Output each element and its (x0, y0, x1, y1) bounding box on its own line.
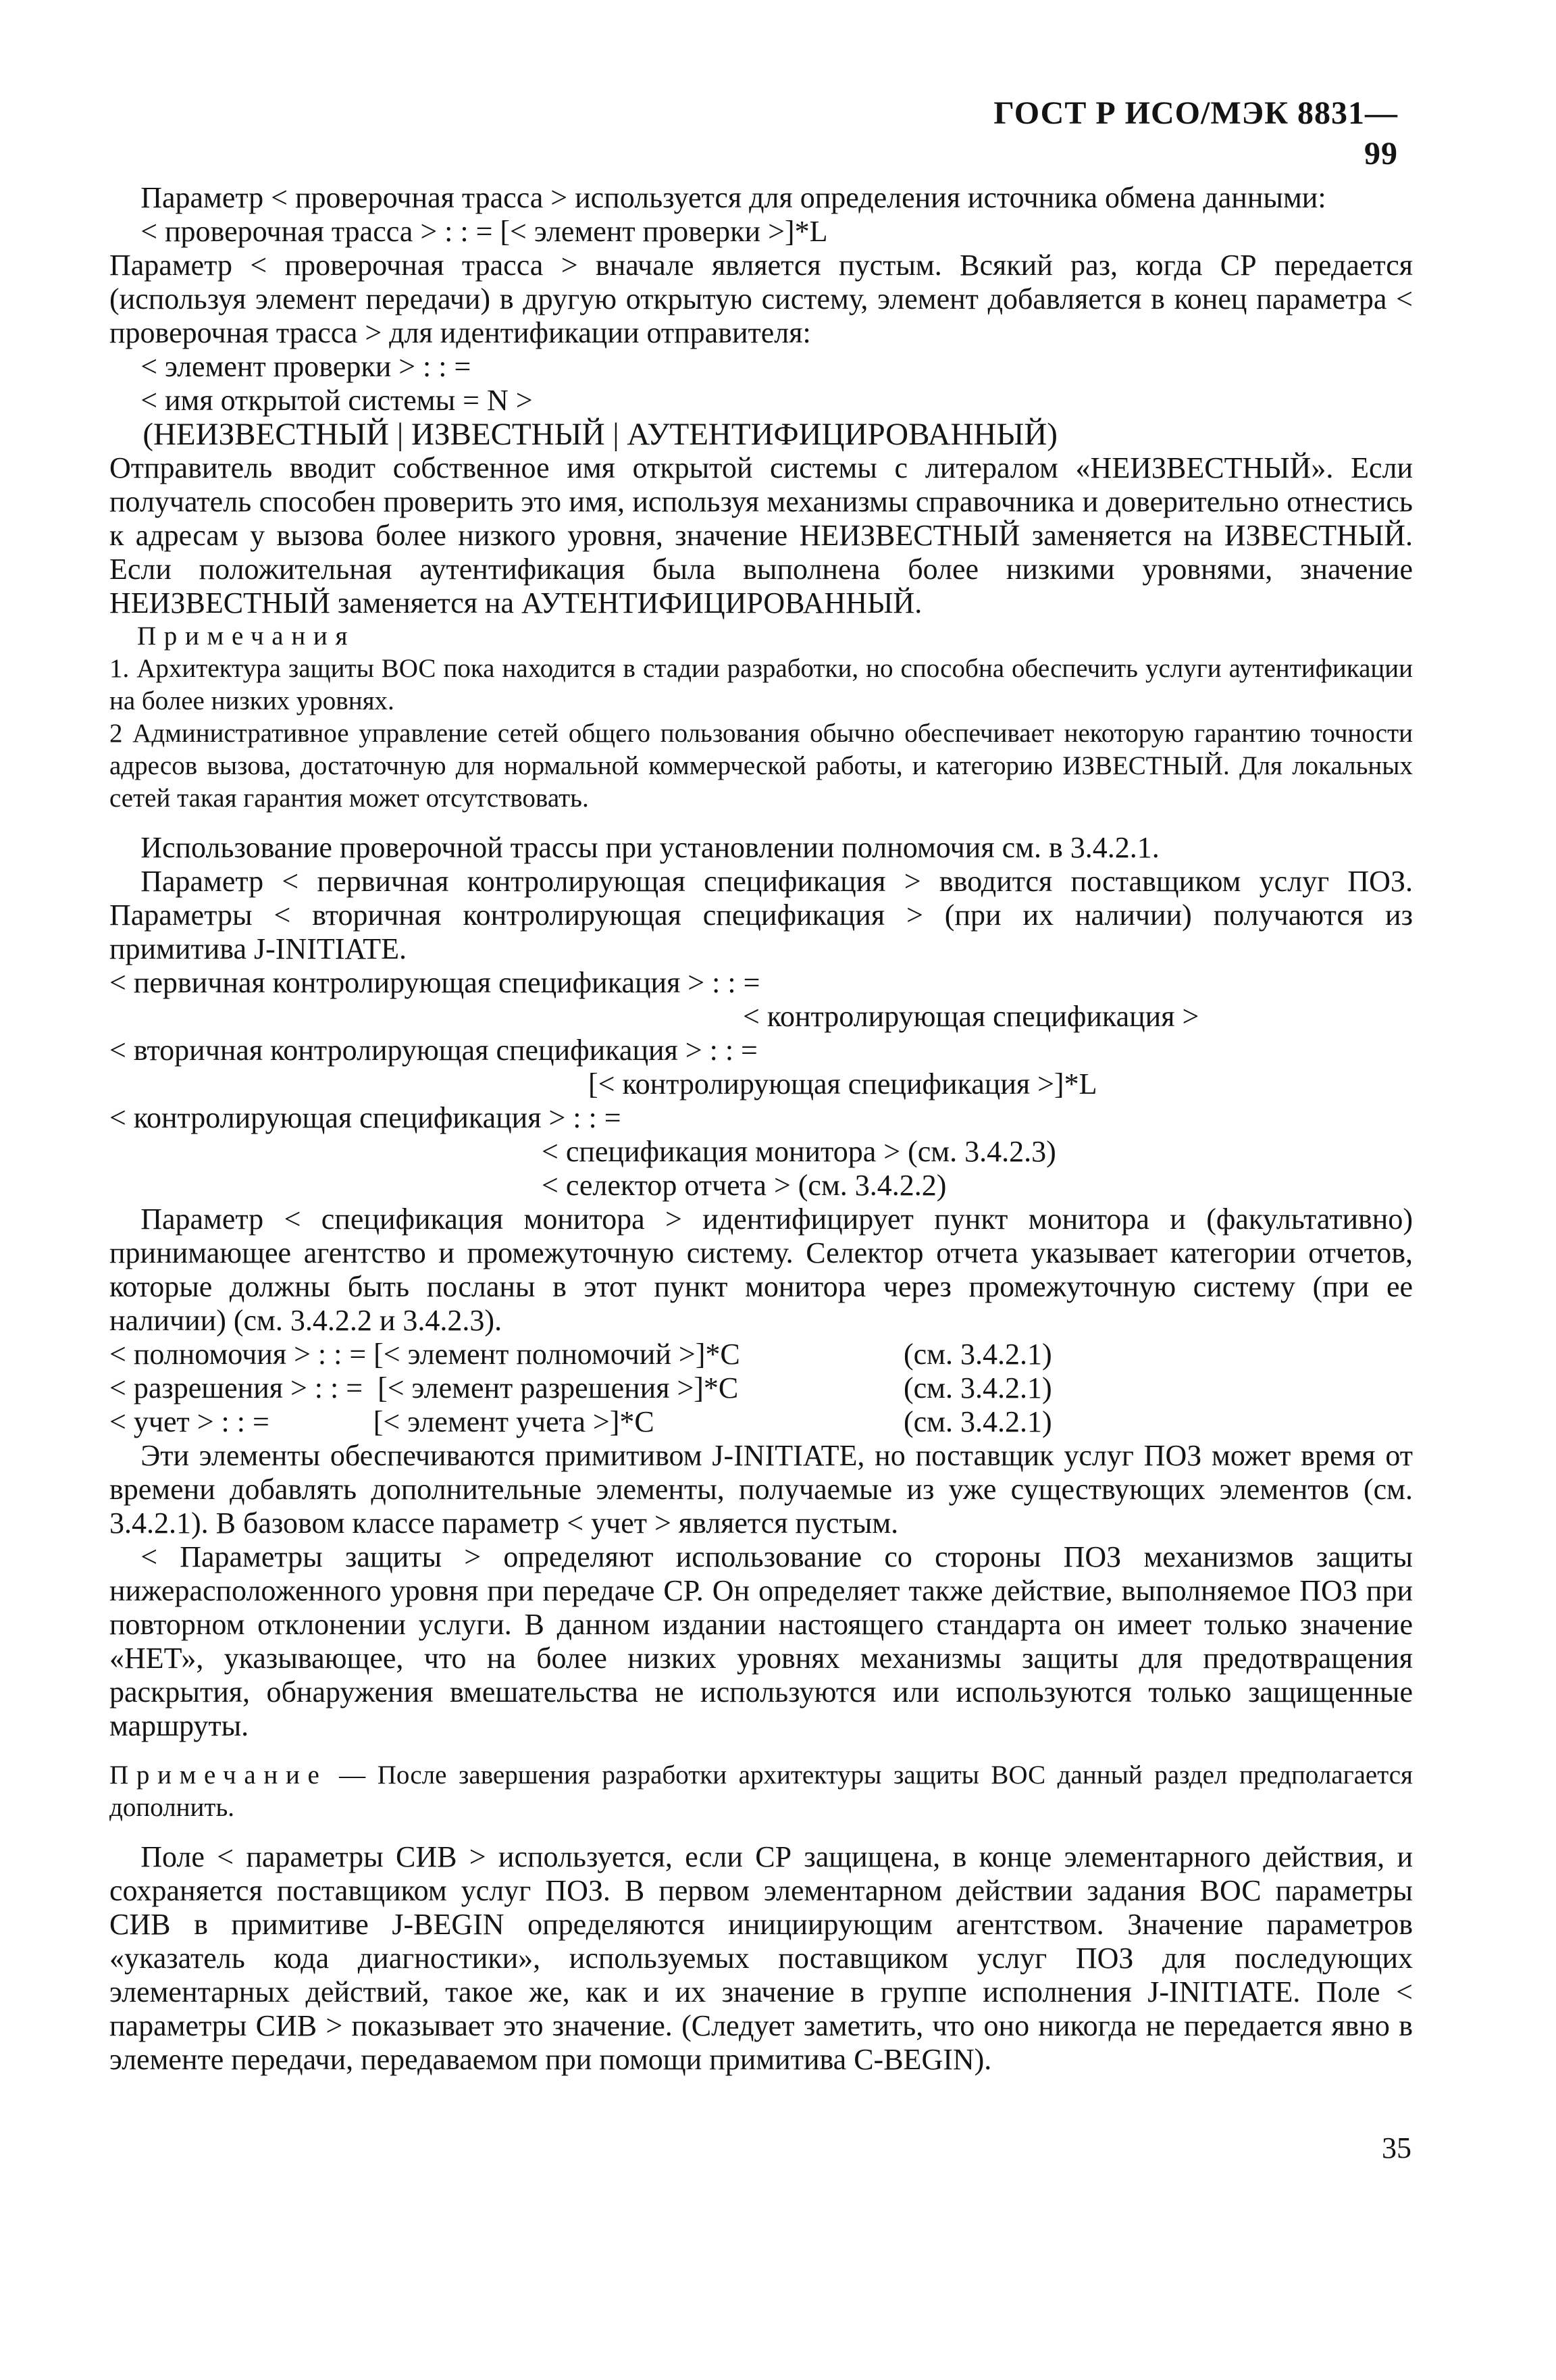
paragraph: Параметр < проверочная трасса > вначале является пустым. Всякий раз, когда СР передается (используя элемент передачи) в другую открытую систему, элемент добавляется в конец параметра < проверочная трасса > для идентификации отправителя: (109, 249, 1413, 349)
definition-line: < первичная контролирующая спецификация > : : = (109, 966, 760, 999)
document-body (109, 181, 1413, 2077)
paragraph: Использование проверочной трассы при установлении полномочия см. в 3.4.2.1. (140, 831, 1160, 864)
definition-text: < полномочия > : : = [< элемент полномочий >]*C (109, 1338, 740, 1371)
definition-text: < разрешения > : : = [< элемент разрешения >]*C (109, 1371, 739, 1404)
page-number: 35 (1382, 2131, 1411, 2164)
paragraph: Параметр < проверочная трасса > используется для определения источника обмена данными: (140, 181, 1326, 214)
paragraph: Поле < параметры СИВ > используется, если СР защищена, в конце элементарного действия, и сохраняется поставщиком услуг ПОЗ. В первом элементарном действии задания ВОС параметры СИВ в примитиве J-BEGIN определяются инициирующим агентством. Значение параметров «указатель кода диагностики», используемых поставщиком услуг ПОЗ для последующих элементарных действий, такое же, как и их значение в группе исполнения J-INITIATE. Поле < параметры СИВ > показывает это значение. (Следует заметить, что оно никогда не передается явно в элементе передачи, передаваемом при помощи примитива С-BEGIN). (109, 1840, 1413, 2076)
definition-line: < спецификация монитора > (см. 3.4.2.3) (542, 1135, 1056, 1168)
definition-line: (НЕИЗВЕСТНЫЙ | ИЗВЕСТНЫЙ | АУТЕНТИФИЦИРОВАННЫЙ) (142, 417, 1058, 452)
note-item: 1. Архитектура защиты ВОС пока находится в стадии разработки, но способна обеспечить услуги аутентификации на более низких уровнях. (109, 654, 1413, 715)
paragraph: Эти элементы обеспечиваются примитивом J-INITIATE, но поставщик услуг ПОЗ может время от времени добавлять дополнительные элементы, получаемые из уже существующих элементов (см. 3.4.2.1). В базовом классе параметр < учет > является пустым. (109, 1439, 1413, 1540)
definition-row (109, 1405, 1413, 1439)
definition-line: [< контролирующая спецификация >]*L (588, 1067, 1097, 1100)
notes-heading: Примечания (136, 622, 356, 651)
paragraph: Параметр < спецификация монитора > идентифицирует пункт монитора и (факультативно) принимающее агентство и промежуточную систему. Селектор отчета указывает категории отчетов, которые должны быть посланы в этот пункт монитора через промежуточную систему (при ее наличии) (см. 3.4.2.2 и 3.4.2.3). (109, 1202, 1413, 1337)
definition-row (109, 1371, 1413, 1405)
definition-line: < имя открытой системы = N > (140, 384, 533, 417)
paragraph: Параметр < первичная контролирующая спецификация > вводится поставщиком услуг ПОЗ. Параметры < вторичная контролирующая спецификация > (при их наличии) получаются из примитива J-INITIATE. (109, 865, 1413, 965)
definition-line: < контролирующая спецификация > (743, 1000, 1199, 1033)
definition-text: < учет > : : = [< элемент учета >]*C (109, 1405, 654, 1438)
definition-line: < контролирующая спецификация > : : = (109, 1101, 621, 1134)
definition-line: < элемент проверки > : : = (140, 350, 471, 383)
note-label: Примечание (109, 1761, 328, 1790)
paragraph: Отправитель вводит собственное имя открытой системы с литералом «НЕИЗВЕСТНЫЙ». Если получатель способен проверить это имя, используя механизмы справочника и доверительно отнестись к адресам у вызова более низкого уровня, значение НЕИЗВЕСТНЫЙ заменяется на ИЗВЕСТНЫЙ. Если положительная аутентификация была выполнена более низкими уровнями, значение НЕИЗВЕСТНЫЙ заменяется на АУТЕНТИФИЦИРОВАННЫЙ. (109, 451, 1413, 619)
standard-header: ГОСТ Р ИСО/МЭК 8831—99 (993, 95, 1398, 172)
paragraph: < Параметры защиты > определяют использование со стороны ПОЗ механизмов защиты нижерасположенного уровня при передаче СР. Он определяет также действие, выполняемое ПОЗ при повторном отклонении услуги. В данном издании настоящего стандарта он имеет только значение «НЕТ», указывающее, что на более низких уровнях механизмы защиты для предотвращения раскрытия, обнаружения вмешательства не используются или используются только защищенные маршруты. (109, 1540, 1413, 1742)
definition-line: < проверочная трасса > : : = [< элемент проверки >]*L (140, 215, 828, 248)
reference: (см. 3.4.2.1) (904, 1405, 1052, 1438)
reference: (см. 3.4.2.1) (904, 1338, 1052, 1371)
definition-row (109, 1338, 1413, 1371)
definition-line: < селектор отчета > (см. 3.4.2.2) (542, 1169, 947, 1202)
note-item (109, 1759, 1413, 1824)
note-item: 2 Административное управление сетей общего пользования обычно обеспечивает некоторую гарантию точности адресов вызова, достаточную для нормальной коммерческой работы, и категорию ИЗВЕСТНЫЙ. Для локальных сетей такая гарантия может отсутствовать. (109, 719, 1413, 813)
definition-line: < вторичная контролирующая спецификация > : : = (109, 1034, 758, 1067)
reference: (см. 3.4.2.1) (904, 1371, 1052, 1404)
note-text: — После завершения разработки архитектуры защиты ВОС данный раздел предполагается дополнить. (109, 1761, 1413, 1822)
